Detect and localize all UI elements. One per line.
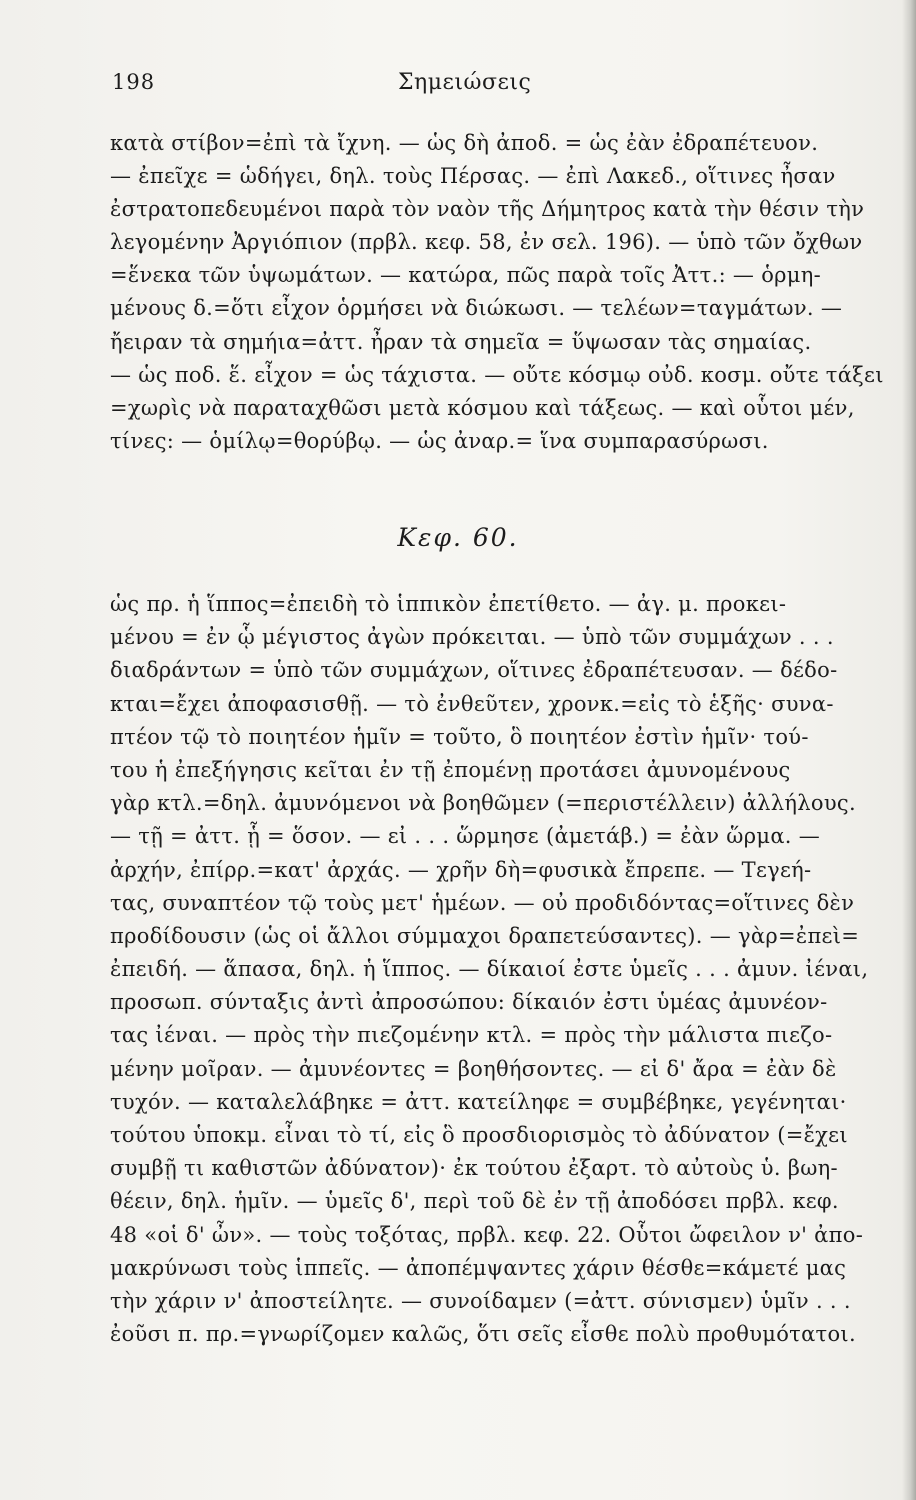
page-number: 198	[112, 70, 156, 94]
text-line: προσωπ. σύνταξις ἀντὶ ἀπροσώπου: δίκαιόν ἐστι ὑμέας ἀμυνέον-	[110, 990, 828, 1015]
text-line: — ἐπεῖχε = ὡδήγει, δηλ. τοὺς Πέρσας. — ἐπὶ Λακεδ., οἵτινες ἦσαν	[110, 164, 836, 189]
text-line: ἀρχήν, ἐπίρρ.=κατ' ἀρχάς. — χρῆν δὴ=φυσικὰ ἔπρεπε. — Τεγεή-	[110, 857, 812, 882]
text-line: — τῇ = ἀττ. ᾗ = ὅσον. — εἰ . . . ὥρμησε (ἀμετάβ.) = ἐὰν ὥρμα. —	[110, 824, 821, 849]
text-line: — ὡς ποδ. ἕ. εἶχον = ὡς τάχιστα. — οὔτε κόσμῳ οὐδ. κοσμ. οὔτε τάξει	[110, 362, 884, 387]
notes-section-1	[110, 127, 910, 458]
text-line: του ἡ ἐπεξήγησις κεῖται ἐν τῇ ἐπομένῃ προτάσει ἀμυνομένους	[110, 757, 791, 782]
text-line: μακρύνωσι τοὺς ἱππεῖς. — ἀποπέμψαντες χάριν θέσθε=κάμετέ μας	[110, 1255, 847, 1280]
running-title: Σημειώσεις	[398, 70, 532, 95]
text-line: γὰρ κτλ.=δηλ. ἀμυνόμενοι νὰ βοηθῶμεν (=περιστέλλειν) ἀλλήλους.	[110, 791, 856, 816]
text-line: τας ἰέναι. — πρὸς τὴν πιεζομένην κτλ. = πρὸς τὴν μάλιστα πιεζο-	[110, 1023, 833, 1048]
text-line: τὴν χάριν ν' ἀποστείλητε. — συνοίδαμεν (=ἀττ. σύνισμεν) ὑμῖν . . .	[110, 1288, 851, 1313]
text-line: τούτου ὑποκμ. εἶναι τὸ τί, εἰς ὃ προσδιορισμὸς τὸ ἀδύνατον (=ἔχει	[110, 1123, 848, 1147]
chapter-heading: Κεφ. 60.	[397, 523, 519, 552]
text-line: ὡς πρ. ἡ ἵππος=ἐπειδὴ τὸ ἱππικὸν ἐπετίθετο. — ἀγ. μ. προκει-	[110, 592, 787, 616]
text-line: πτέον τῷ τὸ ποιητέον ἡμῖν = τοῦτο, ὃ ποιητέον ἐστὶν ἡμῖν· τού-	[110, 724, 809, 749]
text-line: ἐπειδή. — ἅπασα, δηλ. ἡ ἵππος. — δίκαιοί ἐστε ὑμεῖς . . . ἀμυν. ἰέναι,	[110, 957, 869, 982]
text-line: μένου = ἐν ᾧ μέγιστος ἀγὼν πρόκειται. — ὑπὸ τῶν συμμάχων . . .	[110, 625, 834, 650]
text-line: =χωρὶς νὰ παραταχθῶσι μετὰ κόσμου καὶ τάξεως. — καὶ οὗτοι μέν,	[110, 395, 855, 420]
text-line: διαδράντων = ὑπὸ τῶν συμμάχων, οἵτινες ἐδραπέτευσαν. — δέδο-	[110, 658, 838, 683]
text-line: ἤειραν τὰ σημήια=ἀττ. ἦραν τὰ σημεῖα = ὕψωσαν τὰς σημαίας.	[110, 329, 812, 354]
text-line: κται=ἔχει ἀποφασισθῇ. — τὸ ἐνθεῦτεν, χρονκ.=εἰς τὸ ἑξῆς· συνα-	[110, 691, 834, 716]
text-line: μένην μοῖραν. — ἀμυνέοντες = βοηθήσοντες. — εἰ δ' ἄρα = ἐὰν δὲ	[110, 1056, 837, 1081]
text-line: θέειν, δηλ. ἡμῖν. — ὑμεῖς δ', περὶ τοῦ δὲ ἐν τῇ ἀποδόσει πρβλ. κεφ.	[110, 1189, 839, 1214]
text-line: τυχόν. — καταλελάβηκε = ἀττ. κατείληφε = συμβέβηκε, γεγένηται·	[110, 1089, 847, 1114]
text-line: 48 «οἱ δ' ὦν». — τοὺς τοξότας, πρβλ. κεφ. 22. Οὗτοι ὤφειλον ν' ἀπο-	[110, 1222, 864, 1247]
text-line: τίνες: — ὁμίλῳ=θορύβῳ. — ὡς ἀναρ.= ἵνα συμπαρασύρωσι.	[110, 428, 769, 453]
text-line: ἐοῦσι π. πρ.=γνωρίζομεν καλῶς, ὅτι σεῖς εἶσθε πολὺ προθυμότατοι.	[110, 1322, 856, 1347]
text-line: λεγομένην Ἀργιόπιον (πρβλ. κεφ. 58, ἐν σελ. 196). — ὑπὸ τῶν ὄχθων	[110, 230, 863, 255]
text-line: ἐστρατοπεδευμένοι παρὰ τὸν ναὸν τῆς Δήμητρος κατὰ τὴν θέσιν τὴν	[110, 197, 865, 222]
text-line: =ἕνεκα τῶν ὑψωμάτων. — κατώρα, πῶς παρὰ τοῖς Ἀττ.: — ὁρμη-	[110, 263, 822, 288]
notes-section-2	[110, 588, 910, 1351]
text-line: τας, συναπτέον τῷ τοὺς μετ' ἡμέων. — οὐ προδιδόντας=οἵτινες δὲν	[110, 890, 855, 915]
text-line: μένους δ.=ὅτι εἶχον ὁρμήσει νὰ διώκωσι. — τελέων=ταγμάτων. —	[110, 296, 843, 321]
text-line: προδίδουσιν (ὡς οἱ ἄλλοι σύμμαχοι δραπετεύσαντες). — γὰρ=ἐπεὶ=	[110, 923, 860, 948]
text-line: κατὰ στίβον=ἐπὶ τὰ ἴχνη. — ὡς δὴ ἀποδ. = ὡς ἐὰν ἐδραπέτευον.	[110, 131, 819, 155]
text-line: συμβῇ τι καθιστῶν ἀδύνατον)· ἐκ τούτου ἐξαρτ. τὸ αὐτοὺς ὑ. βωη-	[110, 1156, 838, 1181]
